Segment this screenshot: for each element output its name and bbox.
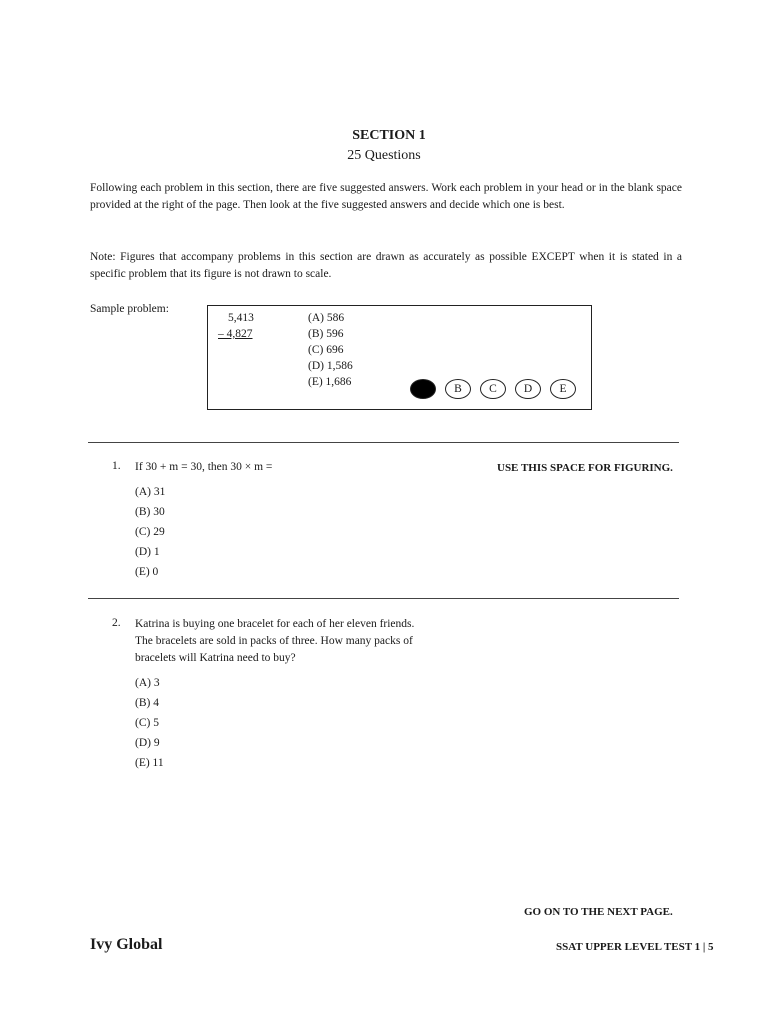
section-subtitle: 25 Questions [347,148,421,163]
instructions-paragraph: Following each problem in this section, there are five suggested answers. Work each problem in your head or in the blank space provided at the right of the page. Then look at the five suggested answers and decide which one is best. [90,182,682,211]
question-number: 2. [112,617,121,629]
answer-choice: (A) 31 [135,486,166,498]
sample-choices [308,310,353,390]
question-number: 1. [112,460,121,472]
question-text: If 30 + m = 30, then 30 × m = [135,461,273,473]
answer-choice: (B) 4 [135,697,159,709]
sample-choice: (B) 596 [308,328,344,340]
go-on-notice: GO ON TO THE NEXT PAGE. [524,906,673,918]
section-title: SECTION 1 [352,128,426,143]
answer-choice: (C) 29 [135,526,165,538]
answer-choice: (B) 30 [135,506,165,518]
sample-operand-2: – 4,827 [218,328,253,340]
sample-choice: (A) 586 [308,312,345,324]
answer-choice: (D) 9 [135,737,160,749]
answer-choice: (D) 1 [135,546,160,558]
note-paragraph: Note: Figures that accompany problems in this section are drawn as accurately as possible EXCEPT when it is stated in a specific problem that its figure is not drawn to scale. [90,251,682,280]
answer-choice: (A) 3 [135,677,160,689]
question-text: Katrina is buying one bracelet for each of her eleven friends. The bracelets are sold in packs of three. How many packs of bracelets will Katrina need to buy? [135,618,415,664]
answer-bubbles [410,379,576,399]
sample-problem-label: Sample problem: [90,303,169,315]
answer-bubble-c: C [480,379,506,399]
figuring-space-label: USE THIS SPACE FOR FIGURING. [497,462,673,474]
divider [88,442,679,443]
answer-bubble-d: D [515,379,541,399]
answer-choice: (E) 11 [135,757,164,769]
brand-name: Ivy Global [90,936,163,953]
question-choices [135,673,164,773]
sample-operand-1: 5,413 [228,312,254,324]
answer-bubble-e: E [550,379,576,399]
question-choices [135,482,165,582]
answer-choice: (C) 5 [135,717,159,729]
sample-choice: (D) 1,586 [308,360,353,372]
answer-choice: (E) 0 [135,566,159,578]
sample-choice: (C) 696 [308,344,344,356]
divider [88,598,679,599]
sample-choice: (E) 1,686 [308,376,352,388]
answer-bubble-b: B [445,379,471,399]
answer-bubble-a-filled [410,379,436,399]
test-page-label: SSAT UPPER LEVEL TEST 1 | 5 [556,941,714,953]
